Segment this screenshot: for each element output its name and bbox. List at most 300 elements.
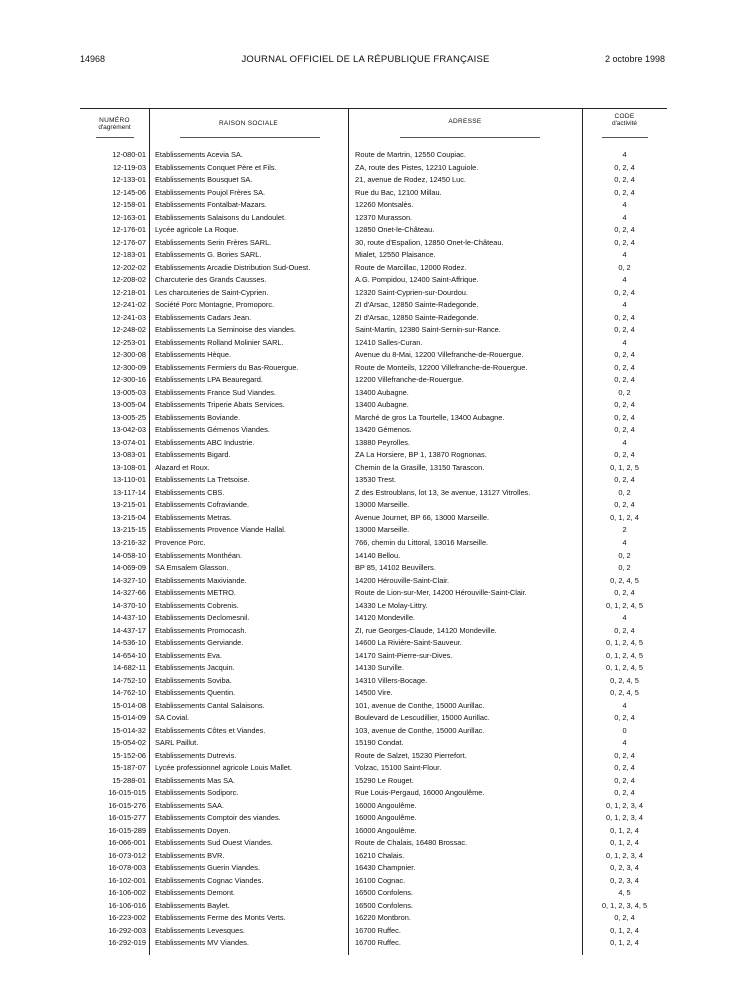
table-row — [80, 537, 667, 550]
row-code: 0, 2, 4 — [614, 763, 635, 773]
row-raison-sociale: Etablissements Doyen. — [155, 825, 231, 835]
row-code: 4 — [622, 738, 627, 748]
row-code: 0, 2, 4 — [614, 412, 635, 422]
table-row — [80, 800, 667, 813]
table-row — [80, 512, 667, 525]
row-code: 0, 2 — [618, 487, 631, 497]
journal-title: JOURNAL OFFICIEL DE LA RÉPUBLIQUE FRANÇAISE — [241, 54, 490, 65]
row-code: 0, 2, 4 — [614, 312, 635, 322]
row-numero: 16-078-003 — [108, 863, 146, 873]
row-numero: 12-253-01 — [112, 337, 146, 347]
table-row — [80, 349, 667, 362]
row-code: 0, 2 — [618, 262, 631, 272]
row-raison-sociale: Etablissements Jacquin. — [155, 663, 235, 673]
row-raison-sociale: Alazard et Roux. — [155, 462, 210, 472]
table-body — [80, 149, 667, 950]
row-adresse: Boulevard de Lescudillier, 15000 Aurillac. — [355, 713, 490, 723]
row-numero: 12-176-01 — [112, 225, 146, 235]
header-rule — [400, 137, 540, 138]
row-code: 0, 2, 4 — [614, 187, 635, 197]
row-numero: 13-215-04 — [112, 512, 146, 522]
row-raison-sociale: Etablissements Provence Viande Hallal. — [155, 525, 286, 535]
row-raison-sociale: Etablissements CBS. — [155, 487, 225, 497]
row-adresse: Mialet, 12550 Plaisance. — [355, 250, 436, 260]
table-row — [80, 725, 667, 738]
row-code: 0, 2, 4 — [614, 362, 635, 372]
row-code: 0, 2, 4 — [614, 450, 635, 460]
row-code: 0 — [622, 725, 627, 735]
row-numero: 14-370-10 — [112, 600, 146, 610]
row-numero: 14-536-10 — [112, 638, 146, 648]
header-adresse: ADRESSE — [448, 118, 482, 125]
row-adresse: 12260 Montsalès. — [355, 200, 414, 210]
row-adresse: 12850 Onet-le-Château. — [355, 225, 435, 235]
row-raison-sociale: Etablissements Gerviande. — [155, 638, 244, 648]
header-rule — [96, 137, 134, 138]
header-numero — [80, 117, 149, 131]
table-row — [80, 212, 667, 225]
row-adresse: 13000 Marseille. — [355, 500, 410, 510]
row-adresse: 13420 Gémenos. — [355, 425, 412, 435]
row-code: 0, 2, 4, 5 — [610, 688, 639, 698]
row-raison-sociale: Etablissements BVR. — [155, 850, 225, 860]
row-adresse: Rue du Bac, 12100 Millau. — [355, 187, 442, 197]
row-adresse: 15290 Le Rouget. — [355, 775, 414, 785]
row-adresse: ZI d'Arsac, 12850 Sainte-Radegonde. — [355, 300, 479, 310]
row-numero: 16-106-002 — [108, 888, 146, 898]
row-numero: 12-300-16 — [112, 375, 146, 385]
row-code: 4, 5 — [618, 888, 631, 898]
row-raison-sociale: Etablissements Cobrenis. — [155, 600, 239, 610]
row-raison-sociale: Etablissements La Serninoise des viandes. — [155, 325, 296, 335]
row-raison-sociale: Etablissements Conquet Père et Fils. — [155, 162, 277, 172]
row-code: 0, 1, 2, 3, 4 — [606, 850, 643, 860]
row-code: 0, 1, 2, 3, 4 — [606, 800, 643, 810]
row-numero: 13-042-03 — [112, 425, 146, 435]
row-adresse: 16210 Chalais. — [355, 850, 405, 860]
row-adresse: 13400 Aubagne. — [355, 387, 409, 397]
table-row — [80, 499, 667, 512]
row-raison-sociale: SA Covial. — [155, 713, 190, 723]
table-row — [80, 825, 667, 838]
row-code: 0, 1, 2, 4 — [610, 512, 639, 522]
row-numero: 14-327-10 — [112, 575, 146, 585]
row-code: 4 — [622, 250, 627, 260]
row-adresse: ZI, rue Georges-Claude, 14120 Mondeville. — [355, 625, 497, 635]
table-row — [80, 524, 667, 537]
row-numero: 15-054-02 — [112, 738, 146, 748]
row-numero: 12-248-02 — [112, 325, 146, 335]
row-numero: 12-176-07 — [112, 237, 146, 247]
row-adresse: 21, avenue de Rodez, 12450 Luc. — [355, 175, 466, 185]
row-raison-sociale: SARL Paillut. — [155, 738, 199, 748]
row-raison-sociale: Etablissements Ferme des Monts Verts. — [155, 913, 286, 923]
row-raison-sociale: Etablissements Demont. — [155, 888, 236, 898]
row-numero: 14-327-66 — [112, 588, 146, 598]
row-adresse: Saint-Martin, 12380 Saint-Sernin-sur-Rance. — [355, 325, 501, 335]
row-adresse: 15190 Condat. — [355, 738, 404, 748]
header-raison-sociale: RAISON SOCIALE — [218, 120, 279, 127]
row-adresse: 16500 Confolens. — [355, 900, 413, 910]
table-row — [80, 237, 667, 250]
row-numero: 12-119-03 — [112, 162, 146, 172]
row-code: 0, 2, 4, 5 — [610, 575, 639, 585]
row-numero: 12-145-06 — [112, 187, 146, 197]
row-numero: 14-069-09 — [112, 563, 146, 573]
row-adresse: Route de Chalais, 16480 Brossac. — [355, 838, 468, 848]
row-numero: 13-083-01 — [112, 450, 146, 460]
table-row — [80, 912, 667, 925]
row-raison-sociale: Etablissements Sodiporc. — [155, 788, 239, 798]
header-code-sub: d'activité — [611, 120, 638, 127]
row-code: 0, 2, 4 — [614, 350, 635, 360]
row-raison-sociale: Etablissements Bigard. — [155, 450, 231, 460]
row-adresse: 14130 Surville. — [355, 663, 404, 673]
row-raison-sociale: Etablissements LPA Beauregard. — [155, 375, 263, 385]
row-code: 0, 2, 4 — [614, 162, 635, 172]
table-row — [80, 287, 667, 300]
table-row — [80, 162, 667, 175]
row-code: 4 — [622, 700, 627, 710]
row-code: 0, 2, 4 — [614, 775, 635, 785]
row-code: 0, 1, 2, 4 — [610, 825, 639, 835]
row-raison-sociale: Etablissements Baylet. — [155, 900, 230, 910]
row-raison-sociale: Lycée professionnel agricole Louis Mallet. — [155, 763, 292, 773]
row-code: 0, 1, 2, 4 — [610, 925, 639, 935]
publication-date: 2 octobre 1998 — [604, 54, 665, 64]
table-row — [80, 600, 667, 613]
row-raison-sociale: Etablissements Rolland Molinier SARL. — [155, 337, 284, 347]
row-code: 0, 2, 4 — [614, 788, 635, 798]
row-raison-sociale: Etablissements Hèque. — [155, 350, 231, 360]
row-raison-sociale: Etablissements Soviba. — [155, 675, 232, 685]
table-row — [80, 562, 667, 575]
row-code: 0, 2, 4 — [614, 325, 635, 335]
header-numero-sub: d'agrément — [98, 124, 131, 131]
table-row — [80, 900, 667, 913]
row-numero: 15-288-01 — [112, 775, 146, 785]
row-code: 0, 1, 2, 4 — [610, 838, 639, 848]
row-code: 4 — [622, 150, 627, 159]
row-code: 0, 1, 2, 4, 5 — [606, 663, 643, 673]
row-adresse: Route de Salzet, 15230 Pierrefort. — [355, 750, 467, 760]
row-numero: 16-066-001 — [108, 838, 146, 848]
row-numero: 16-102-001 — [108, 875, 146, 885]
row-numero: 16-015-277 — [108, 813, 146, 823]
table-row — [80, 437, 667, 450]
table-row — [80, 312, 667, 325]
table-row — [80, 925, 667, 938]
row-code: 4 — [622, 212, 627, 222]
row-adresse: Z des Estroublans, lot 13, 3e avenue, 13127 Vitrolles. — [355, 487, 531, 497]
row-adresse: 16000 Angoulême. — [355, 813, 417, 823]
row-raison-sociale: Etablissements Levesques. — [155, 925, 245, 935]
row-raison-sociale: Etablissements Cofraviande. — [155, 500, 250, 510]
row-code: 4 — [622, 437, 627, 447]
row-numero: 14-682-11 — [112, 663, 146, 673]
table-row — [80, 887, 667, 900]
row-raison-sociale: Les charcuteries de Saint-Cyprien. — [155, 287, 269, 297]
row-adresse: Route de Martrin, 12550 Coupiac. — [355, 150, 466, 159]
row-code: 0, 2, 4 — [614, 475, 635, 485]
row-numero: 16-292-019 — [108, 938, 146, 948]
row-code: 4 — [622, 275, 627, 285]
row-raison-sociale: Etablissements Guerin Viandes. — [155, 863, 261, 873]
row-raison-sociale: Etablissements METRO. — [155, 588, 236, 598]
row-adresse: 12370 Murasson. — [355, 212, 413, 222]
row-code: 4 — [622, 337, 627, 347]
table-row — [80, 750, 667, 763]
table-row — [80, 787, 667, 800]
row-code: 0, 2 — [618, 387, 631, 397]
table-row — [80, 299, 667, 312]
row-code: 0, 1, 2, 4, 5 — [606, 650, 643, 660]
row-code: 0, 2, 4 — [614, 713, 635, 723]
row-numero: 12-163-01 — [112, 212, 146, 222]
row-raison-sociale: Etablissements Arcadie Distribution Sud-Ouest. — [155, 262, 311, 272]
row-adresse: 14500 Vire. — [355, 688, 393, 698]
table-row — [80, 687, 667, 700]
row-numero: 16-292-003 — [108, 925, 146, 935]
table-row — [80, 462, 667, 475]
row-numero: 14-762-10 — [112, 688, 146, 698]
table-row — [80, 875, 667, 888]
table-row — [80, 637, 667, 650]
row-raison-sociale: Provence Porc. — [155, 537, 206, 547]
table-header — [80, 109, 667, 139]
row-raison-sociale: Etablissements Côtes et Viandes. — [155, 725, 266, 735]
row-numero: 13-005-04 — [112, 400, 146, 410]
row-code: 0, 2, 4 — [614, 237, 635, 247]
table-row — [80, 274, 667, 287]
row-numero: 12-080-01 — [112, 150, 146, 159]
table-row — [80, 850, 667, 863]
row-adresse: Avenue Journet, BP 66, 13000 Marseille. — [355, 512, 490, 522]
header-code — [582, 113, 667, 127]
table-row — [80, 324, 667, 337]
table-row — [80, 199, 667, 212]
row-numero: 13-117-14 — [112, 487, 146, 497]
row-code: 0, 2, 4 — [614, 913, 635, 923]
row-raison-sociale: Lycée agricole La Roque. — [155, 225, 239, 235]
row-adresse: 16700 Ruffec. — [355, 925, 401, 935]
row-numero: 12-183-01 — [112, 250, 146, 260]
row-raison-sociale: Etablissements Bousquet SA. — [155, 175, 253, 185]
row-numero: 12-241-03 — [112, 312, 146, 322]
row-raison-sociale: Etablissements Cadars Jean. — [155, 312, 252, 322]
row-raison-sociale: Etablissements SAA. — [155, 800, 225, 810]
row-adresse: ZA, route des Pistes, 12210 Laguiole. — [355, 162, 479, 172]
row-code: 0, 2, 4 — [614, 750, 635, 760]
row-adresse: 13880 Peyrolles. — [355, 437, 411, 447]
row-adresse: 12320 Saint-Cyprien-sur-Dourdou. — [355, 287, 468, 297]
table-row — [80, 449, 667, 462]
row-raison-sociale: Etablissements Salaisons du Landoulet. — [155, 212, 287, 222]
row-code: 0, 2, 3, 4 — [610, 863, 639, 873]
row-code: 0, 2, 4 — [614, 500, 635, 510]
row-adresse: 14310 Villers-Bocage. — [355, 675, 428, 685]
table-row — [80, 412, 667, 425]
row-raison-sociale: Etablissements Acevia SA. — [155, 150, 243, 159]
table-row — [80, 424, 667, 437]
row-raison-sociale: Etablissements Triperie Abats Services. — [155, 400, 285, 410]
row-numero: 16-015-276 — [108, 800, 146, 810]
row-raison-sociale: Société Porc Montagne, Promoporc. — [155, 300, 275, 310]
row-adresse: Marché de gros La Tourtelle, 13400 Aubagne. — [355, 412, 505, 422]
row-adresse: 16430 Champnier. — [355, 863, 416, 873]
header-numero-label: NUMÉRO — [99, 117, 130, 124]
row-adresse: 766, chemin du Littoral, 13016 Marseille. — [355, 537, 489, 547]
row-raison-sociale: Etablissements France Sud Viandes. — [155, 387, 277, 397]
row-code: 0, 2, 4, 5 — [610, 675, 639, 685]
row-raison-sociale: Etablissements Poujol Frères SA. — [155, 187, 266, 197]
table-row — [80, 487, 667, 500]
header-code-label: CODE — [614, 113, 635, 120]
row-adresse: 13400 Aubagne. — [355, 400, 409, 410]
row-adresse: Volzac, 15100 Saint-Flour. — [355, 763, 442, 773]
row-numero: 13-215-15 — [112, 525, 146, 535]
row-numero: 15-014-09 — [112, 713, 146, 723]
table-row — [80, 625, 667, 638]
row-code: 0, 1, 2, 3, 4 — [606, 813, 643, 823]
row-raison-sociale: Etablissements Mas SA. — [155, 775, 236, 785]
row-code: 4 — [622, 300, 627, 310]
row-code: 0, 2 — [618, 550, 631, 560]
row-numero: 13-005-03 — [112, 387, 146, 397]
row-raison-sociale: Etablissements Cognac Viandes. — [155, 875, 264, 885]
row-numero: 16-073-012 — [108, 850, 146, 860]
row-numero: 12-218-01 — [112, 287, 146, 297]
row-adresse: 16000 Angoulême. — [355, 825, 417, 835]
row-raison-sociale: Etablissements Quentin. — [155, 688, 236, 698]
row-numero: 13-005-25 — [112, 412, 146, 422]
row-numero: 12-300-08 — [112, 350, 146, 360]
row-adresse: Avenue du 8-Mai, 12200 Villefranche-de-Rouergue. — [355, 350, 524, 360]
table-row — [80, 224, 667, 237]
row-adresse: 13530 Trest. — [355, 475, 397, 485]
row-adresse: Chemin de la Grasille, 13150 Tarascon. — [355, 462, 485, 472]
row-numero: 16-223-002 — [108, 913, 146, 923]
row-adresse: Route de Monteils, 12200 Villefranche-de-Rouergue. — [355, 362, 528, 372]
row-raison-sociale: Etablissements Metras. — [155, 512, 232, 522]
page-number: 14968 — [80, 54, 106, 64]
table-row — [80, 249, 667, 262]
row-numero: 12-241-02 — [112, 300, 146, 310]
row-adresse: Route de Marcillac, 12000 Rodez. — [355, 262, 467, 272]
row-code: 0, 2, 4 — [614, 588, 635, 598]
row-adresse: 14200 Hérouville-Saint-Clair. — [355, 575, 450, 585]
row-numero: 16-106-016 — [108, 900, 146, 910]
row-code: 0, 2, 4 — [614, 425, 635, 435]
row-numero: 13-108-01 — [112, 462, 146, 472]
row-numero: 12-208-02 — [112, 275, 146, 285]
row-raison-sociale: Etablissements Fermiers du Bas-Rouergue. — [155, 362, 299, 372]
row-adresse: 16700 Ruffec. — [355, 938, 401, 948]
row-adresse: 16220 Montbron. — [355, 913, 411, 923]
row-numero: 12-300-09 — [112, 362, 146, 372]
row-adresse: 12410 Salles-Curan. — [355, 337, 423, 347]
row-adresse: 101, avenue de Conthe, 15000 Aurillac. — [355, 700, 485, 710]
row-adresse: BP 85, 14102 Beuvillers. — [355, 563, 436, 573]
row-raison-sociale: Charcuterie des Grands Causses. — [155, 275, 267, 285]
row-code: 0, 2, 4 — [614, 225, 635, 235]
row-adresse: 14330 Le Molay-Littry. — [355, 600, 428, 610]
row-code: 4 — [622, 613, 627, 623]
row-raison-sociale: Etablissements Maxiviande. — [155, 575, 247, 585]
header-rule — [180, 137, 320, 138]
row-raison-sociale: Etablissements Fontalbat-Mazars. — [155, 200, 267, 210]
row-numero: 14-437-17 — [112, 625, 146, 635]
table-row — [80, 737, 667, 750]
row-raison-sociale: Etablissements ABC Industrie. — [155, 437, 255, 447]
table-row — [80, 174, 667, 187]
row-raison-sociale: Etablissements Boviande. — [155, 412, 241, 422]
row-adresse: 14600 La Rivière-Saint-Sauveur. — [355, 638, 462, 648]
row-raison-sociale: Etablissements Gémenos Viandes. — [155, 425, 270, 435]
row-numero: 14-752-10 — [112, 675, 146, 685]
row-numero: 13-074-01 — [112, 437, 146, 447]
row-raison-sociale: Etablissements Dutrevis. — [155, 750, 237, 760]
table-row — [80, 675, 667, 688]
row-code: 0, 1, 2, 3, 4, 5 — [601, 900, 648, 910]
row-code: 4 — [622, 537, 627, 547]
row-numero: 13-110-01 — [112, 475, 146, 485]
row-code: 0, 2, 3, 4 — [610, 875, 639, 885]
row-adresse: ZA La Horsiere, BP 1, 13870 Rognonas. — [355, 450, 487, 460]
row-code: 0, 1, 2, 4, 5 — [606, 600, 643, 610]
row-code: 4 — [622, 200, 627, 210]
table-row — [80, 712, 667, 725]
row-numero: 14-654-10 — [112, 650, 146, 660]
table-row — [80, 362, 667, 375]
row-code: 0, 2, 4 — [614, 625, 635, 635]
row-raison-sociale: Etablissements Cantal Salaisons. — [155, 700, 265, 710]
row-adresse: 14170 Saint-Pierre-sur-Dives. — [355, 650, 453, 660]
row-code: 0, 2, 4 — [614, 175, 635, 185]
row-raison-sociale: Etablissements Promocash. — [155, 625, 247, 635]
row-adresse: 103, avenue de Conthe, 15000 Aurillac. — [355, 725, 485, 735]
table-row — [80, 650, 667, 663]
row-adresse: Rue Louis-Pergaud, 16000 Angoulême. — [355, 788, 485, 798]
table-row — [80, 149, 667, 162]
row-adresse: A.G. Pompidou, 12400 Saint-Affrique. — [355, 275, 479, 285]
row-code: 0, 1, 2, 4, 5 — [606, 638, 643, 648]
row-numero: 16-015-289 — [108, 825, 146, 835]
row-numero: 16-015-015 — [108, 788, 146, 798]
row-code: 2 — [622, 525, 627, 535]
table-row — [80, 612, 667, 625]
row-raison-sociale: Etablissements Eva. — [155, 650, 222, 660]
row-numero: 13-215-01 — [112, 500, 146, 510]
row-numero: 15-014-32 — [112, 725, 146, 735]
table-row — [80, 374, 667, 387]
table-row — [80, 837, 667, 850]
table-row — [80, 474, 667, 487]
row-raison-sociale: Etablissements G. Bories SARL. — [155, 250, 262, 260]
row-raison-sociale: Etablissements Comptoir des viandes. — [155, 813, 281, 823]
table-row — [80, 812, 667, 825]
row-numero: 12-133-01 — [112, 175, 146, 185]
row-numero: 15-014-08 — [112, 700, 146, 710]
table-row — [80, 337, 667, 350]
row-adresse: 14120 Mondeville. — [355, 613, 415, 623]
row-code: 0, 2, 4 — [614, 375, 635, 385]
table-row — [80, 575, 667, 588]
row-raison-sociale: Etablissements Monthéan. — [155, 550, 243, 560]
table-row — [80, 937, 667, 950]
row-raison-sociale: Etablissements Sud Ouest Viandes. — [155, 838, 273, 848]
row-numero: 14-437-10 — [112, 613, 146, 623]
